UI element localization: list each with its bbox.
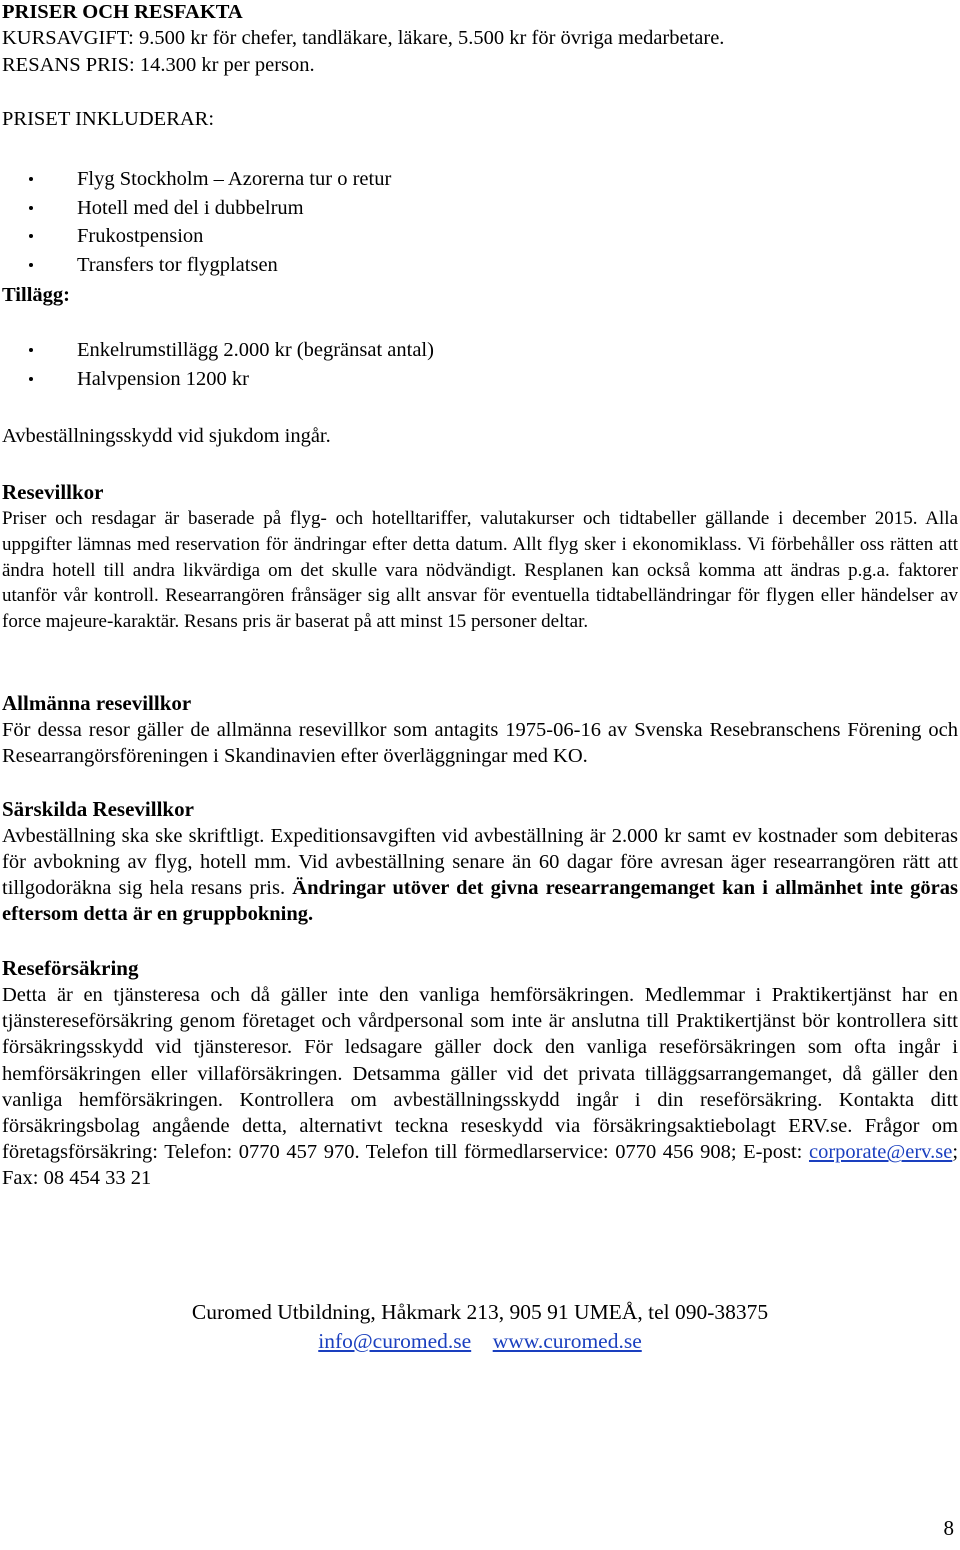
bullet-icon bbox=[29, 348, 33, 352]
list-item: Halvpension 1200 kr bbox=[2, 365, 958, 394]
list-item: Frukostpension bbox=[2, 222, 958, 251]
sarskilda-bold-text: Ändringar utöver det givna researrangemanget kan i allmänhet inte göras eftersom detta är en gruppbokning. bbox=[2, 877, 959, 925]
footer-links bbox=[0, 1328, 960, 1354]
reseforsakring-text-block bbox=[2, 982, 958, 1192]
extras-label: Tillägg: bbox=[2, 284, 70, 306]
footer-address: Curomed Utbildning, Håkmark 213, 905 91 UMEÅ, tel 090-38375 bbox=[191, 1300, 769, 1324]
prices-section bbox=[2, 0, 958, 78]
allmanna-heading: Allmänna resevillkor bbox=[2, 691, 192, 715]
bullet-icon bbox=[29, 177, 33, 181]
bullet-icon bbox=[29, 263, 33, 267]
includes-list bbox=[2, 165, 958, 279]
resevillkor-text: Priser och resdagar är baserade på flyg- och hotelltariffer, valutakurser och tidtabeller gällande i december 2015. Alla uppgifter lämnas med reservation för ändringar efter detta datum. Allt flyg sker i ekonomiklass. Vi förbehåller oss rätten att ändra hotell till andra likvärdiga om det skulle vara nödvändigt. Resplanen kan också komma att ändras p.g.a. faktorer utanför vår kontroll. Researrangören frånsäger sig allt ansvar för eventuella tidtabelländringar för flygen eller händelser av force majeure-karaktär. Resans pris är baserat på att minst 15 personer deltar. bbox=[2, 508, 958, 633]
footer-website-link[interactable]: www.curomed.se bbox=[492, 1329, 642, 1353]
includes-label: PRISET INKLUDERAR: bbox=[2, 108, 215, 130]
sarskilda-text: Avbeställning ska ske skriftligt. Expeditionsavgiften vid avbeställning är 2.000 kr samt ev kostnader som debiteras för avbokning av flyg, hotell mm. Vid avbeställning senare än 60 dagar före avresan äger researrangören rätt att tillgodoräkna sig hela resans pris. bbox=[2, 825, 958, 899]
reseforsakring-heading: Reseförsäkring bbox=[2, 956, 139, 980]
extras-list bbox=[2, 336, 958, 393]
sarskilda-heading: Särskilda Resevillkor bbox=[2, 797, 194, 821]
footer-email-link[interactable]: info@curomed.se bbox=[318, 1329, 472, 1353]
list-item: Flyg Stockholm – Azorerna tur o retur bbox=[2, 165, 958, 194]
bullet-icon bbox=[29, 377, 33, 381]
allmanna-text: För dessa resor gäller de allmänna resevillkor som antagits 1975-06-16 av Svenska Resebranschens Förening och Researrangörsföreningen i Skandinavien efter överläggningar med KO. bbox=[2, 719, 958, 767]
page-number: 8 bbox=[943, 1516, 954, 1540]
reseforsakring-fax: ; Fax: 08 454 33 21 bbox=[2, 1141, 959, 1190]
erv-email-link[interactable]: corporate@erv.se bbox=[808, 1141, 953, 1164]
list-item: Hotell med del i dubbelrum bbox=[2, 194, 958, 223]
prices-heading: PRISER OCH RESFAKTA bbox=[2, 1, 243, 23]
bullet-icon bbox=[29, 234, 33, 238]
list-item: Enkelrumstillägg 2.000 kr (begränsat antal) bbox=[2, 336, 958, 365]
list-item: Transfers tor flygplatsen bbox=[2, 251, 958, 280]
sarskilda-text-block bbox=[2, 823, 958, 927]
resevillkor-heading: Resevillkor bbox=[2, 480, 104, 504]
reseforsakring-text: Detta är en tjänsteresa och då gäller inte den vanliga hemförsäkringen. Medlemmar i Praktikertjänst har en tjänstereseförsäkring genom företaget och vårdpersonal som inte är anslutna till Praktikertjänst bör kontrollera sitt försäkringsskydd vid tjänsteresor. För ledsagare gäller dock den vanliga reseförsäkringen som ofta ingår i hemförsäkringen eller villaförsäkringen. Detsamma gäller vid det privata tilläggsarrangemanget, då gäller den vanliga hemförsäkringen. Kontrollera om avbeställningsskydd ingår i din reseförsäkring. Kontakta ditt försäkringsbolag angående detta, alternativt teckna reseskydd via försäkringsaktiebolagt ERV.se. Frågor om företagsförsäkring: Telefon: 0770 457 970. Telefon till förmedlarservice: 0770 456 908; E-post: bbox=[2, 984, 958, 1164]
bullet-icon bbox=[29, 206, 33, 210]
course-fee: KURSAVGIFT: 9.500 kr för chefer, tandläkare, läkare, 5.500 kr för övriga medarbetare. bbox=[2, 27, 725, 49]
cancellation-note: Avbeställningsskydd vid sjukdom ingår. bbox=[2, 425, 331, 447]
travel-price: RESANS PRIS: 14.300 kr per person. bbox=[2, 54, 315, 76]
